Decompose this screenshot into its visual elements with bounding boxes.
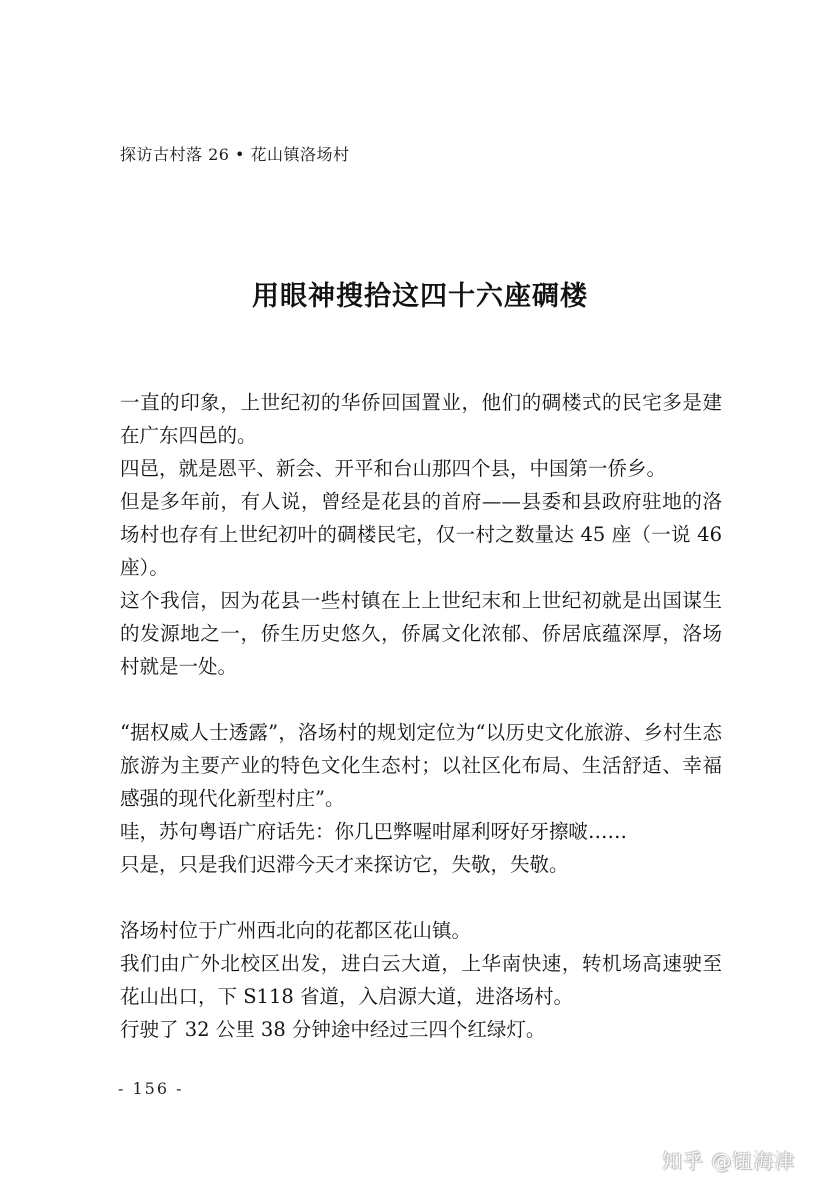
paragraph: 我们由广外北校区出发，进白云大道，上华南快速，转机场高速驶至花山出口，下 S118 省道，入启源大道，进洛场村。 — [120, 952, 722, 1008]
paragraph: 但是多年前，有人说，曾经是花县的首府——县委和县政府驻地的洛场村也存有上世纪初叶的碉楼民宅，仅一村之数量达 45 座（一说 46 座）。 — [120, 490, 722, 579]
paragraph: 四邑，就是恩平、新会、开平和台山那四个县，中国第一侨乡。 — [120, 457, 667, 480]
running-header: 探访古村落 26 • 花山镇洛场村 — [120, 145, 350, 164]
paragraph: 只是，只是我们迟滞今天才来探访它，失敬，失敬。 — [120, 853, 569, 876]
article-title: 用眼神搜拾这四十六座碉楼 — [252, 281, 588, 312]
paragraph-gap — [120, 683, 722, 716]
paragraph: 哇，苏句粤语广府话先：你几巴弊喔咁犀利呀好牙擦啵…… — [120, 820, 628, 843]
paragraph: “据权威人士透露”，洛场村的规划定位为“以历史文化旅游、乡村生态旅游为主要产业的特色文化生态村；以社区化布局、生活舒适、幸福感强的现代化新型村庄”。 — [120, 721, 722, 810]
watermark: 知乎 @钮海津 — [662, 1149, 796, 1173]
article-body — [120, 386, 722, 1046]
paragraph: 行驶了 32 公里 38 分钟途中经过三四个红绿灯。 — [120, 1018, 546, 1041]
paragraph: 这个我信，因为花县一些村镇在上上世纪末和上世纪初就是出国谋生的发源地之一，侨生历史悠久，侨属文化浓郁、侨居底蕴深厚，洛场村就是一处。 — [120, 589, 722, 678]
paragraph-gap — [120, 881, 722, 914]
paragraph: 洛场村位于广州西北向的花都区花山镇。 — [120, 919, 472, 942]
page-number: - 156 - — [118, 1079, 184, 1098]
paragraph: 一直的印象，上世纪初的华侨回国置业，他们的碉楼式的民宅多是建在广东四邑的。 — [120, 391, 722, 447]
